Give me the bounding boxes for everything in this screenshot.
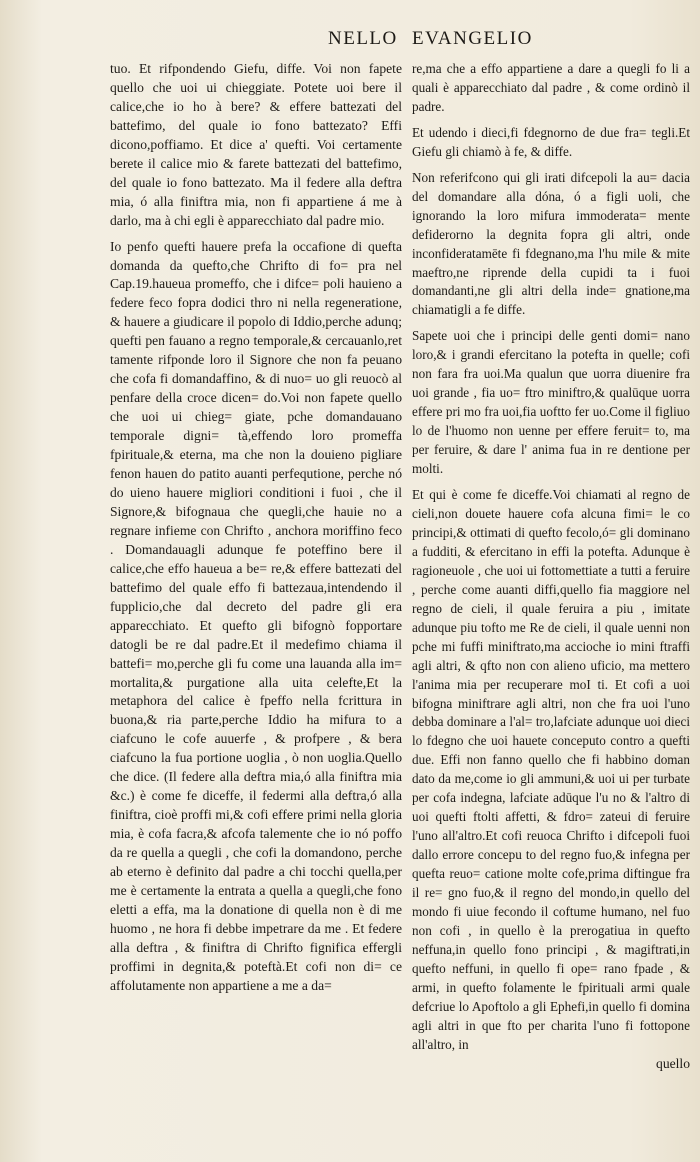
right-paragraph-4: Sapete uoi che i principi delle genti domi= nano loro,& i grandi efercitano la potefta in quelle; cofi non fara fra uoi.Ma qualun que uorra diuenire fra uoi grande , fia uo= ftro miniftro,& qualūque uorra effere pri mo fra uoi,fia uoftto fer uo.Come il figliuo lo de l'huomo non uenne per effere feruit= to, ma per feruire, & dare l' anima fua in re dentione per molti. bbox=[412, 328, 690, 477]
left-paragraph-1: tuo. Et rifpondendo Giefu, diffe. Voi non fapete quello che uoi ui chieggiate. Potete uoi bere il calice,che io ho à bere? & effere battezati del battefimo, del quale io fono battezato? Effi dicono,poffiamo. Et dice a' quefti. Voi certamente berete il calice mio & farete battezati del battefimo, del quale io fono battezato. Ma il federe alla deftra mia, ó alla finiftra mia, non fi appartiene á me à darlo, ma à chi egli è apparecchiato dal padre mio. bbox=[110, 61, 402, 228]
left-paragraph-2: Io penfo quefti hauere prefa la occafione di quefta domanda da quefto,che Chrifto di fo= pra nel Cap.19.haueua promeffo, che i difce= poli hauieno a federe feco fopra dodici thro ni nella regeneratione, & hauere a giudicare il popolo di Iddio,perche adunq; quefti pen fauano a regno temporale,& cercauanlo,ret tamente rifponde loro il Signore che non fa peuano che cofa fi domandaffino, & di nuo= uo gli reuocò al penfare della croce dicen= do.Voi non fapete quello che uoi ui chieg= giate, pche domandauano temporale digni= tà,effendo loro promeffa fpirituale,& eterna, ma che non la douieno pigliare fenon hauen do patito auanti perfequtione, perche nó do uieno hauere migliori conditioni i fuoi , che il Signore,& bifognaua che quegli,che hauie no a regnare infieme con Chrifto , anchora moriffino feco . Domandauagli adunque fe poteffino bere il calice,che effo haueua a be= re,& effere battezati del battefimo del quale effo fi battezaua,intendendo il fupplicio,che dal decreto del padre gli era apparecchiato. Et quefto gli bifognò fopportare datogli be re dal padre.Et il medefimo chiama il battefi= mo,perche gli fu come una lauanda alla im= mortalita,& purgatione alla uita celefte,Et la metaphora del calice è fpeffo nella fcrittura in buona,& ria parte,perche Iddio ha mifura to a ciafcuno le cofe auuerfe , & profpere , & bera ciafcuno la fua portione uoglia , ò non uoglia.Quello che dice. (Il federe alla deftra mia,ó alla finiftra mia &c.) è come fe diceffe, il federmi alla deftra,ó alla finiftra, cioè proffi mi,& cofi effere primi nella gloria mia, è cofa facra,& afcofa talemente che io nó poffo da re quella a quegli , che cofi la domandono, perche ab eterno è definito dal padre a chi tocchi quella,per me è certamente la entrata a quella a quegli,che fono eletti a effa, ma la donatione di quella non è di me huomo , ne hora fi debbe impetrare da me . Et federe alla deftra , & finiftra di Chrifto fignifica effergli proffimi in degnita,& poteftà.Et cofi non di= ce affolutamente non appartiene a me a da= bbox=[110, 238, 402, 993]
right-paragraph-1: re,ma che a effo appartiene a dare a quegli fo li a quali è apparecchiato dal padre , & come ordinò il padre. bbox=[412, 61, 690, 114]
running-head-right: EVANGELIO bbox=[412, 28, 533, 49]
right-column bbox=[412, 60, 690, 1074]
catchword: quello bbox=[656, 1055, 690, 1071]
running-head-left: NELLO bbox=[328, 28, 398, 49]
right-paragraph-5: Et qui è come fe diceffe.Voi chiamati al regno de cieli,non douete hauere cofa alcuna fimi= le co principi,& ottimati di quefto fecolo,ó= gli dominano a fudditi, & efercitano in effi la potefta. Adunque è ragioneuole , che uoi ui fottomettiate a tutti a feruire , perche come auanti diffi,quello fia maggiore nel regno de cieli, il quale feruira a piu , imitate adunque piu tofto me Re de cieli, il quale uenni non pche mi fuffi miniftrato,ma accioche io mini ftraffi agli altri, & qfto non con alieno uficio, ma mettero l'anima mia per recuperare moI ti. Et cofi a uoi bifogna miniftrare agli altri, non che fra uoi l'uno debba dominare a l'al= tro,lafciate adunque uoi dieci lo fdegno che uoi hauete conceputo contro a quefti due. Effi non fanno quello che fi habbino doman dato da me,come io gli ammuni,& uoi ui per turbate per cofa indegna, lafciate adūque l'u no & l'altro di uoi quefti ftolti affetti, & fdro= zateui di feruire l'uno all'altro.Et cofi reuoca Chrifto i difcepoli fuoi dallo errore concepu to del regno fuo,& infegna per quefta reuo= catione molte cofe,prima diftingue fra il re= gno fuo,& il regno del mondo,in quello del mondo fi uiue fecondo il coftume humano, nel fuo non cofi , in quello è la prerogatiua in quefto neffuna,in quello fono principi , & magiftrati,in quefto neffuni, in quello fi ope= rano fpade , & armi, in quefto folamente le fpirituali armi quale defcriue lo Apoftolo a gli Ephefi,in quello fi domina agli altri in que fto per charita l'uno fi fottopone all'altro, in bbox=[412, 487, 690, 1052]
running-head bbox=[0, 28, 700, 52]
left-column bbox=[110, 60, 402, 996]
right-paragraph-2: Et udendo i dieci,fi fdegnorno de due fra= tegli.Et Giefu gli chiamò à fe, & diffe. bbox=[412, 124, 690, 159]
right-paragraph-3: Non referifcono qui gli irati difcepoli la au= dacia del domandare alla dóna, ó a figli uoli, che ignorando la loro mifura immoderata= mente defiderorno la degnita fopra gli altri, onde inconfideratamēte fi fdegnano,ma l'hu mile & mite maeftro,ne riprende della cupidi ta i fuoi domandanti,ne gli altri della inde= gnatione,ma chiamatigli a fe diffe. bbox=[412, 169, 690, 318]
catchword-line bbox=[412, 1055, 690, 1074]
